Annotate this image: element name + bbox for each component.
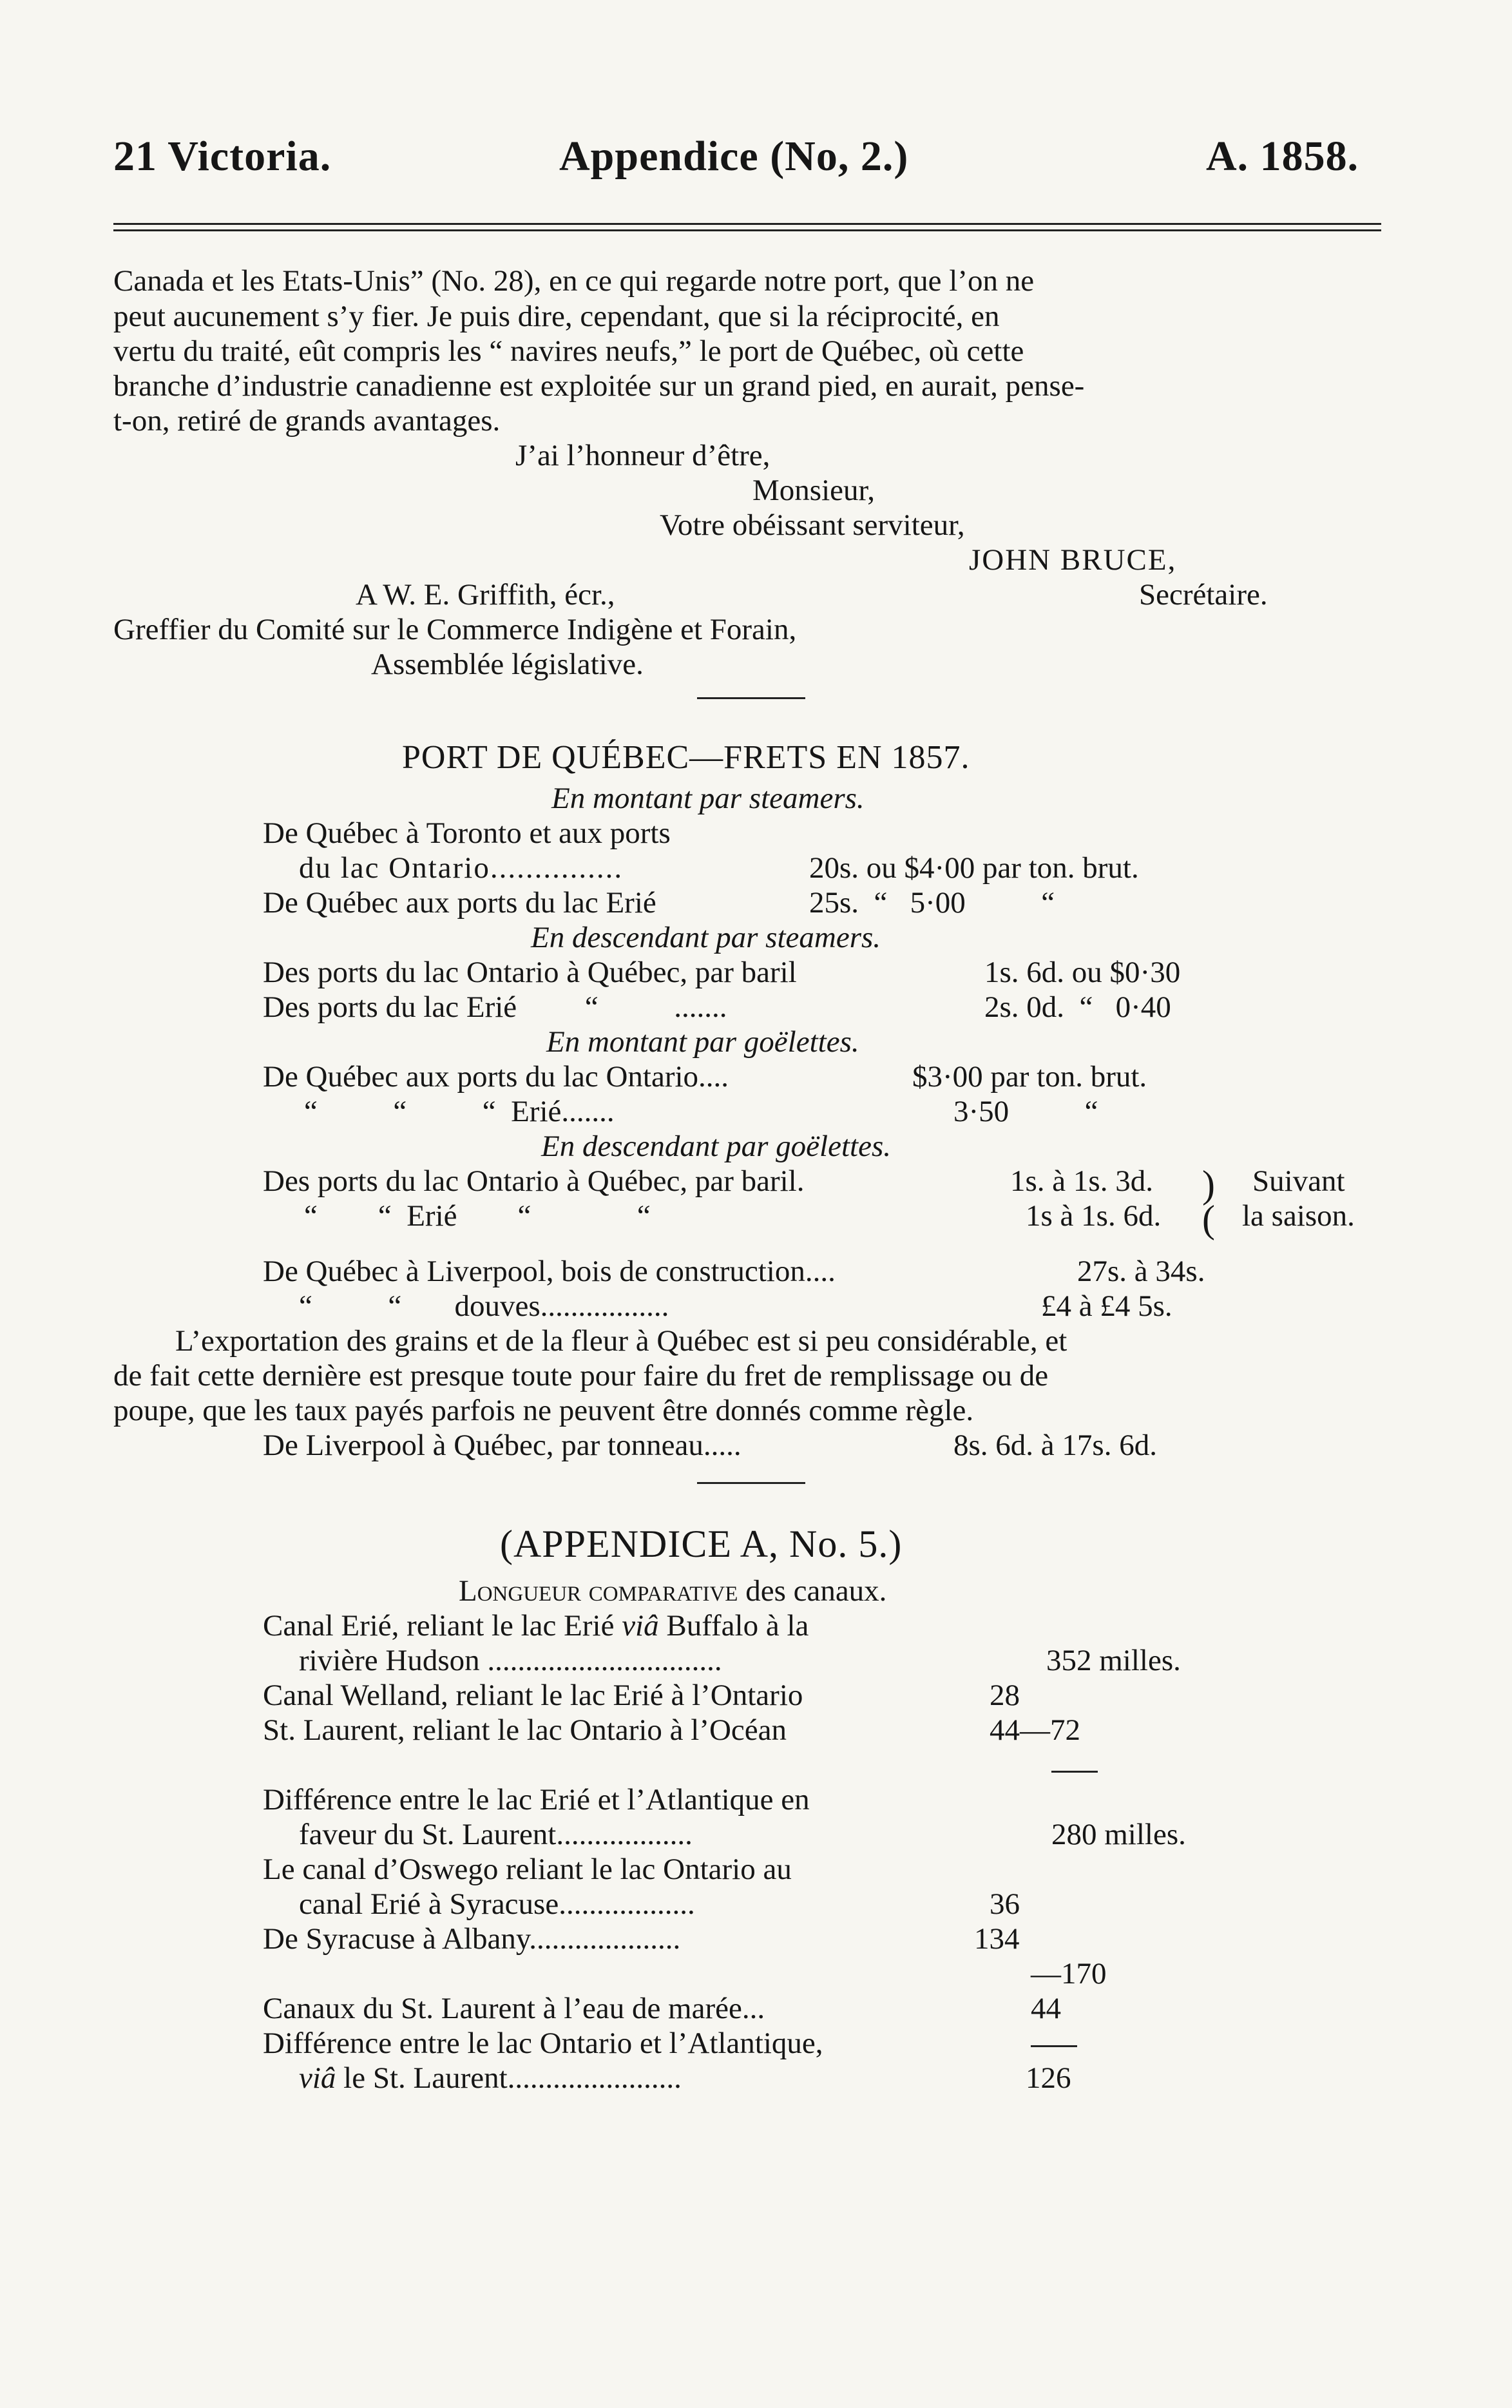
difference-ontario-via: viâ [299, 2061, 336, 2095]
freight-row-erie: De Québec aux ports du lac Erié [263, 886, 656, 920]
header-session: 21 Victoria. [113, 133, 332, 180]
freight-rate-ontario-schooner: $3·00 par ton. brut. [912, 1060, 1147, 1093]
addressee-name: A W. E. Griffith, écr., [356, 578, 615, 612]
freight-rate-ontario-schooner-down: 1s. à 1s. 3d. [1010, 1164, 1153, 1198]
freight-para-line-2: de fait cette dernière est presque toute pour faire du fret de remplissage ou de [113, 1359, 1049, 1392]
difference-erie-line-2: faveur du St. Laurent.................. [299, 1818, 693, 1851]
difference-ontario-line-1: Différence entre le lac Ontario et l’Atlantique, [263, 2027, 823, 2060]
canal-erie-line-2: rivière Hudson ............................... [299, 1644, 722, 1677]
oswego-line-2: canal Erié à Syracuse.................. [299, 1887, 695, 1921]
freight-rate-erie-down: 2s. 0d. “ 0·40 [984, 990, 1171, 1024]
oswego-length: 36 [990, 1887, 1020, 1921]
canal-erie-via: viâ [622, 1609, 659, 1642]
oswego-total: —170 [1031, 1957, 1107, 1990]
freight-sub-downstream-steamers: En descendant par steamers. [531, 921, 881, 954]
appendix-title-text: (APPENDICE A, No. 5.) [500, 1523, 903, 1565]
freight-row-timber: De Québec à Liverpool, bois de construction.... [263, 1255, 836, 1288]
signature-name: JOHN BRUCE, [969, 543, 1177, 577]
letter-line-3: vertu du traité, eût compris les “ navires neufs,” le port de Québec, où cette [113, 334, 1024, 368]
freight-sub-upstream-schooners: En montant par goëlettes. [546, 1025, 859, 1059]
section-divider-1 [697, 697, 805, 699]
freight-rate-erie-schooner-down: 1s à 1s. 6d. [1026, 1199, 1162, 1233]
canal-erie-text-a: Canal Erié, reliant le lac Erié [263, 1609, 622, 1642]
freight-rate-liverpool-quebec: 8s. 6d. à 17s. 6d. [953, 1429, 1157, 1462]
appendix-subtitle-rest: des canaux. [745, 1574, 887, 1608]
letter-line-4: branche d’industrie canadienne est exploitée sur un grand pied, en aurait, pense- [113, 369, 1085, 403]
letter-line-5: t-on, retiré de grands avantages. [113, 404, 501, 438]
brace-top: ) [1202, 1163, 1215, 1206]
freight-row-ontario-schooner-down: Des ports du lac Ontario à Québec, par baril. [263, 1164, 805, 1198]
addressee-office: Greffier du Comité sur le Commerce Indigène et Forain, [113, 613, 797, 646]
freight-rate-erie-schooner: 3·50 “ [953, 1095, 1098, 1128]
freight-rate-timber: 27s. à 34s. [1077, 1255, 1205, 1288]
brace-bottom: ( [1202, 1198, 1215, 1240]
freight-rate-toronto: 20s. ou $4·00 par ton. brut. [809, 851, 1139, 885]
freight-row-toronto-1: De Québec à Toronto et aux ports [263, 816, 671, 850]
freight-row-liverpool-quebec: De Liverpool à Québec, par tonneau..... [263, 1429, 742, 1462]
oswego-line-1: Le canal d’Oswego reliant le lac Ontario au [263, 1853, 792, 1886]
appendix-subtitle-smallcaps: Longueur comparative [459, 1574, 738, 1608]
freight-row-erie-down: Des ports du lac Erié “ ....... [263, 990, 727, 1024]
freight-sub-upstream-steamers: En montant par steamers. [551, 782, 865, 815]
appendix-subtitle [459, 1576, 886, 1606]
st-laurent-length: 44—72 [990, 1713, 1080, 1747]
canal-erie-text-b: Buffalo à la [658, 1609, 809, 1642]
canal-erie-length: 352 milles. [1046, 1644, 1181, 1677]
freight-para-line-1: L’exportation des grains et de la fleur à Québec est si peu considérable, et [175, 1324, 1067, 1358]
freight-row-ontario-schooner: De Québec aux ports du lac Ontario.... [263, 1060, 729, 1093]
letter-line-1: Canada et les Etats-Unis” (No. 28), en ce qui regarde notre port, que l’on ne [113, 264, 1035, 298]
st-laurent-route: St. Laurent, reliant le lac Ontario à l’Océan [263, 1713, 787, 1747]
appendix-title [500, 1525, 902, 1563]
subtotal-rule-1 [1051, 1771, 1098, 1773]
letter-line-2: peut aucunement s’y fier. Je puis dire, cependant, que si la réciprocité, en [113, 300, 1000, 333]
freight-para-line-3: poupe, que les taux payés parfois ne peuvent être donnés comme règle. [113, 1394, 974, 1427]
season-note-2: la saison. [1242, 1199, 1355, 1233]
freight-row-toronto-2: du lac Ontario............... [299, 851, 624, 885]
difference-erie-line-1: Différence entre le lac Erié et l’Atlantique en [263, 1783, 810, 1816]
canal-erie-line-1 [263, 1611, 809, 1641]
header-appendix: Appendice (No, 2.) [559, 133, 909, 180]
difference-ontario-line-2 [299, 2063, 682, 2094]
freight-rate-erie: 25s. “ 5·00 “ [809, 886, 1055, 920]
subtotal-rule-2 [1031, 2045, 1077, 2047]
difference-ontario-text: le St. Laurent....................... [336, 2061, 682, 2095]
difference-ontario-value: 126 [1026, 2061, 1071, 2095]
freight-rate-staves: £4 à £4 5s. [1041, 1289, 1172, 1323]
freight-rate-ontario-down: 1s. 6d. ou $0·30 [984, 956, 1181, 989]
section-divider-2 [697, 1482, 805, 1484]
header-rule-bottom [113, 229, 1381, 231]
st-laurent-tidewater-length: 44 [1031, 1992, 1061, 2025]
canal-welland-length: 28 [990, 1679, 1020, 1712]
canal-welland: Canal Welland, reliant le lac Erié à l’Ontario [263, 1679, 803, 1712]
freight-row-erie-schooner: “ “ “ Erié....... [304, 1095, 615, 1128]
freight-row-erie-schooner-down: “ “ Erié “ “ [304, 1199, 651, 1233]
header-year: A. 1858. [1206, 133, 1359, 180]
signature-title: Secrétaire. [1139, 578, 1268, 612]
syracuse-albany-length: 134 [974, 1922, 1020, 1956]
st-laurent-tidewater: Canaux du St. Laurent à l’eau de marée... [263, 1992, 765, 2025]
closing-servant: Votre obéissant serviteur, [660, 508, 965, 542]
syracuse-albany: De Syracuse à Albany.................... [263, 1922, 681, 1956]
addressee-assembly: Assemblée législative. [371, 648, 644, 681]
closing-salutation: Monsieur, [752, 474, 876, 507]
difference-erie-value: 280 milles. [1051, 1818, 1186, 1851]
header-rule-top [113, 223, 1381, 225]
freight-row-ontario-down: Des ports du lac Ontario à Québec, par baril [263, 956, 797, 989]
freight-sub-downstream-schooners: En descendant par goëlettes. [541, 1130, 891, 1163]
closing-honour: J’ai l’honneur d’être, [515, 439, 770, 472]
season-note-1: Suivant [1252, 1164, 1345, 1198]
freight-row-staves: “ “ douves................. [299, 1289, 669, 1323]
freight-title: PORT DE QUÉBEC—FRETS EN 1857. [402, 739, 970, 776]
